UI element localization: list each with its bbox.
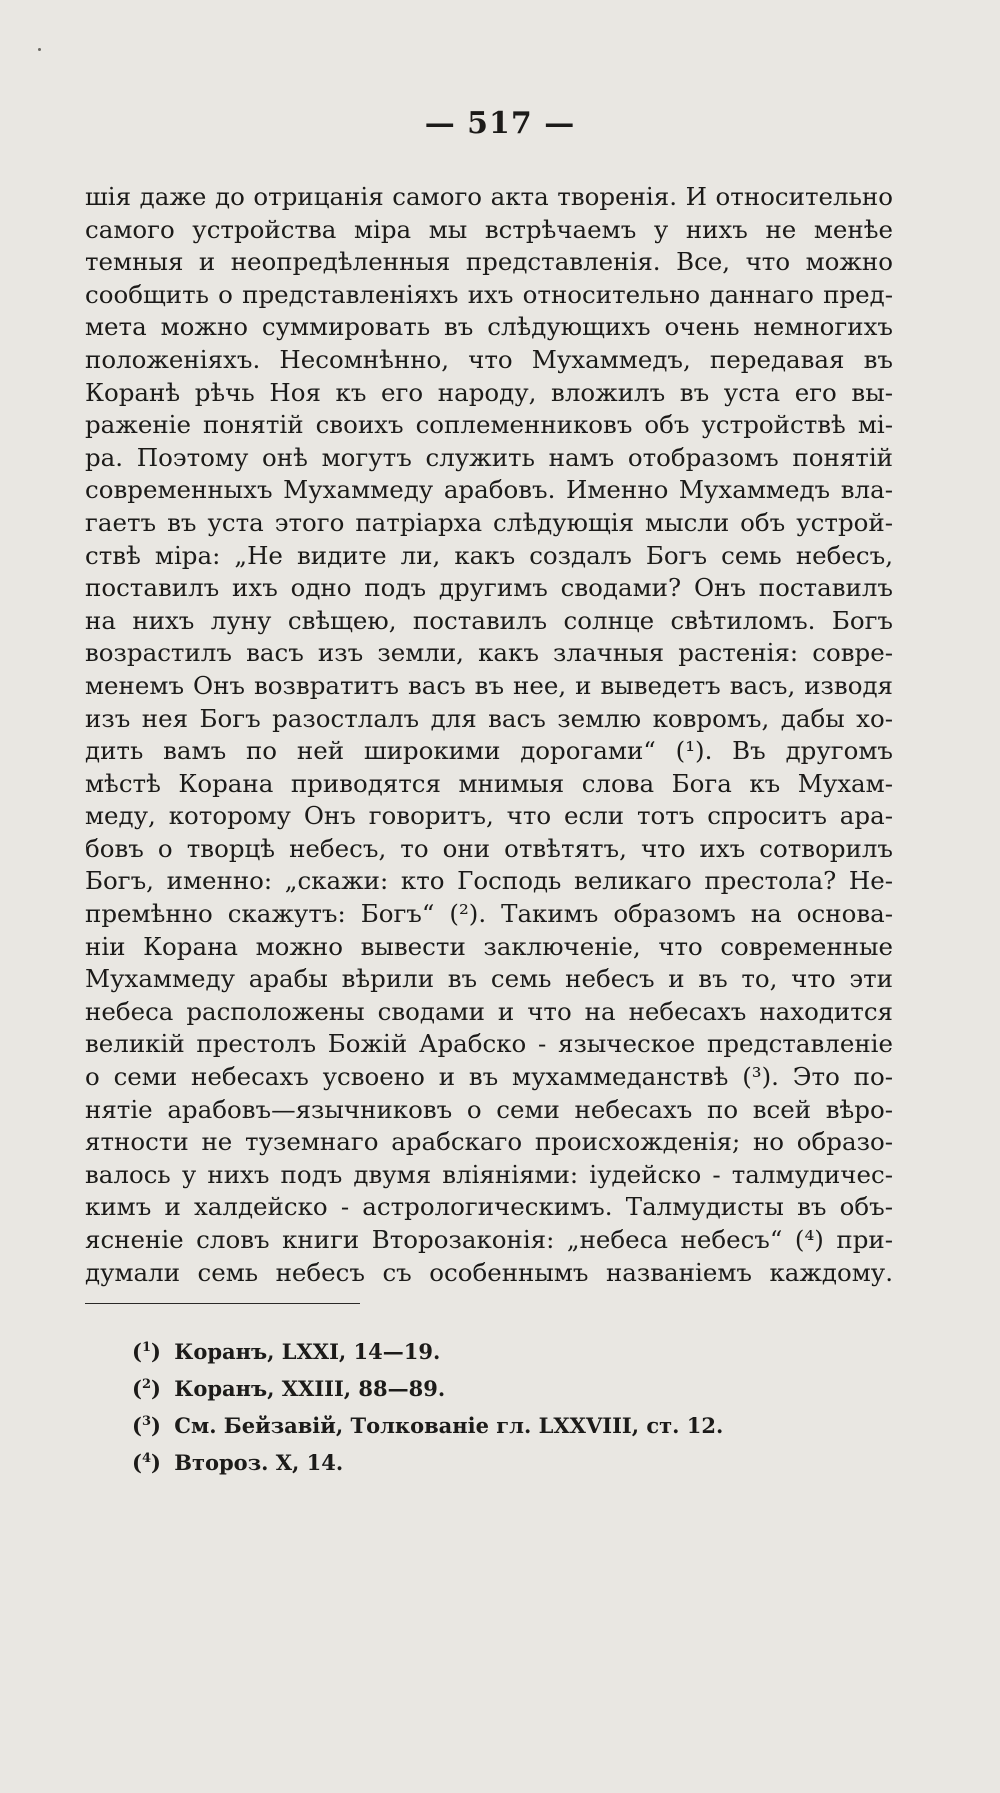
body-text bbox=[85, 181, 893, 1289]
footnote-text: Коранъ, LXXI, 14—19. bbox=[174, 1339, 441, 1364]
footnote bbox=[132, 1333, 832, 1370]
text-line: ра. Поэтому онѣ могутъ служить намъ отобразомъ понятій bbox=[85, 442, 893, 472]
text-line: Мухаммеду арабы вѣрили въ семь небесъ и въ то, что эти bbox=[85, 964, 893, 994]
footnote-marker: ($^3$) bbox=[132, 1413, 161, 1438]
footnote-text: Второз. X, 14. bbox=[174, 1450, 344, 1475]
text-line: думали семь небесъ съ особеннымъ названіемъ каждому. bbox=[85, 1257, 893, 1287]
footnote bbox=[132, 1370, 832, 1407]
page-number: — 517 — bbox=[424, 106, 576, 141]
text-line: самого устройства міра мы встрѣчаемъ у нихъ не менѣе bbox=[85, 214, 893, 244]
text-line: темныя и неопредѣленныя представленія. Все, что можно bbox=[85, 247, 893, 277]
text-line: мета можно суммировать въ слѣдующихъ очень немногихъ bbox=[85, 312, 893, 342]
text-line: мѣстѣ Корана приводятся мнимыя слова Бога къ Мухам- bbox=[85, 768, 893, 798]
text-line: Богъ, именно: „скажи: кто Господь великаго престола? Не- bbox=[85, 866, 893, 896]
text-line: современныхъ Мухаммеду арабовъ. Именно Мухаммедъ вла- bbox=[85, 475, 893, 505]
text-line: гаетъ въ уста этого патріарха слѣдующія мысли объ устрой- bbox=[85, 507, 893, 537]
text-line: ніи Корана можно вывести заключеніе, что современные bbox=[85, 931, 893, 961]
footnote-marker: ($^4$) bbox=[132, 1450, 161, 1475]
text-line: бовъ о творцѣ небесъ, то они отвѣтятъ, что ихъ сотворилъ bbox=[85, 833, 893, 863]
text-line: шія даже до отрицанія самого акта творенія. И относительно bbox=[85, 182, 893, 211]
text-line: на нихъ луну свѣщею, поставилъ солнце свѣтиломъ. Богъ bbox=[85, 605, 893, 635]
footnote-text: См. Бейзавій, Толкованіе гл. LXXVIII, ст. 12. bbox=[174, 1413, 724, 1438]
text-line: дить вамъ по ней широкими дорогами“ (¹). Въ другомъ bbox=[85, 736, 893, 766]
footnote bbox=[132, 1444, 832, 1481]
footnote bbox=[132, 1407, 832, 1444]
text-line: премѣнно скажутъ: Богъ“ (²). Такимъ образомъ на основа- bbox=[85, 899, 893, 929]
text-line: кимъ и халдейско - астрологическимъ. Талмудисты въ объ- bbox=[85, 1192, 893, 1222]
footnote-text: Коранъ, XXIII, 88—89. bbox=[174, 1376, 446, 1401]
text-line: положеніяхъ. Несомнѣнно, что Мухаммедъ, передавая въ bbox=[85, 344, 893, 374]
footnote-rule bbox=[85, 1303, 360, 1304]
text-line: о семи небесахъ усвоено и въ мухаммеданствѣ (³). Это по- bbox=[85, 1062, 893, 1092]
text-line: раженіе понятій своихъ соплеменниковъ объ устройствѣ мі- bbox=[85, 410, 893, 440]
footnote-marker: ($^2$) bbox=[132, 1376, 161, 1401]
text-line: валось у нихъ подъ двумя вліяніями: іудейско - талмудичес- bbox=[85, 1159, 893, 1189]
text-line: менемъ Онъ возвратитъ васъ въ нее, и выведетъ васъ, изводя bbox=[85, 670, 893, 700]
text-line: сообщить о представленіяхъ ихъ относительно даннаго пред- bbox=[85, 279, 893, 309]
text-line: изъ нея Богъ разостлалъ для васъ землю ковромъ, дабы хо- bbox=[85, 703, 893, 733]
text-line: ясненіе словъ книги Второзаконія: „небеса небесъ“ (⁴) при- bbox=[85, 1225, 893, 1254]
text-line: ствѣ міра: „Не видите ли, какъ создалъ Богъ семь небесъ, bbox=[85, 540, 893, 570]
text-line: небеса расположены сводами и что на небесахъ находится bbox=[85, 996, 893, 1026]
text-line: великій престолъ Божій Арабско - языческое представленіе bbox=[85, 1029, 893, 1059]
footnotes bbox=[132, 1333, 832, 1481]
text-line: поставилъ ихъ одно подъ другимъ сводами? Онъ поставилъ bbox=[85, 573, 893, 603]
text-line: возрастилъ васъ изъ земли, какъ злачныя растенія: совре- bbox=[85, 638, 893, 668]
footnote-marker: ($^1$) bbox=[132, 1339, 161, 1364]
text-line: нятіе арабовъ—язычниковъ о семи небесахъ по всей вѣро- bbox=[85, 1094, 893, 1124]
text-line: Коранѣ рѣчь Ноя къ его народу, вложилъ въ уста его вы- bbox=[85, 377, 893, 407]
text-line: меду, которому Онъ говоритъ, что если тотъ спроситъ ара- bbox=[85, 801, 893, 831]
paper-speck bbox=[38, 48, 41, 51]
text-line: ятности не туземнаго арабскаго происхожденія; но образо- bbox=[85, 1127, 893, 1157]
